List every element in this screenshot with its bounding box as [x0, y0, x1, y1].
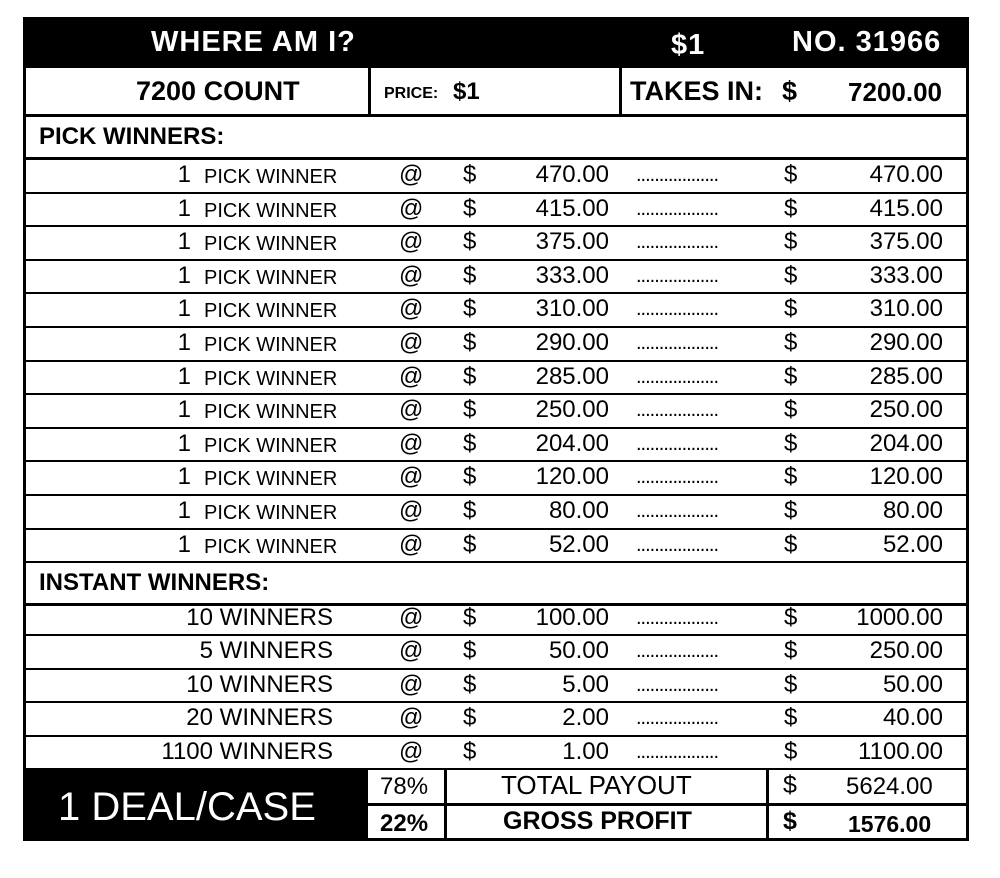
pick-winner-row [26, 530, 966, 564]
row-at-sign: @ [399, 396, 424, 424]
row-label: PICK WINNER [204, 468, 338, 491]
row-at-sign: @ [399, 604, 424, 631]
gross-profit-value: 1576.00 [848, 811, 932, 837]
row-total-currency: $ [784, 670, 798, 698]
row-prize-currency: $ [463, 228, 477, 256]
instant-winner-row [26, 670, 966, 703]
row-prize-currency: $ [463, 530, 477, 558]
payout-sheet [23, 17, 969, 841]
row-total-amount: 204.00 [869, 429, 943, 457]
row-at-sign: @ [399, 429, 424, 457]
row-label: PICK WINNER [204, 535, 338, 558]
row-quantity: 10 WINNERS [186, 604, 333, 631]
row-prize-currency: $ [463, 261, 477, 289]
row-prize-currency: $ [463, 362, 477, 390]
takes-in-currency: $ [782, 76, 798, 106]
row-quantity: 10 WINNERS [186, 670, 333, 698]
row-label: PICK WINNER [204, 233, 338, 256]
row-prize-currency: $ [463, 295, 477, 323]
row-prize-currency: $ [463, 637, 477, 665]
row-quantity: 1 [177, 161, 191, 188]
row-leader-dots: .................. [636, 365, 719, 388]
totals-block [368, 769, 966, 841]
row-prize-currency: $ [463, 429, 477, 457]
row-quantity: 1 [177, 228, 191, 256]
row-leader-dots: .................. [636, 332, 719, 354]
row-leader-dots: .................. [636, 640, 719, 663]
deal-banner [26, 769, 368, 841]
row-total-amount: 120.00 [869, 463, 943, 491]
pick-winners-heading: PICK WINNERS: [39, 123, 225, 150]
gross-profit-currency: $ [783, 807, 797, 835]
row-leader-dots: .................. [636, 264, 719, 287]
ticket-count: 7200 COUNT [136, 76, 300, 106]
pick-winner-row [26, 328, 966, 362]
row-prize-amount: 310.00 [535, 295, 609, 323]
row-total-currency: $ [784, 737, 798, 765]
row-at-sign: @ [399, 261, 424, 289]
row-total-amount: 290.00 [869, 329, 943, 356]
row-leader-dots: .................. [636, 197, 719, 220]
row-total-currency: $ [784, 637, 798, 665]
row-quantity: 1 [177, 463, 191, 491]
row-at-sign: @ [399, 194, 424, 222]
row-total-amount: 50.00 [882, 670, 943, 698]
row-total-amount: 250.00 [869, 396, 943, 424]
row-prize-amount: 80.00 [548, 497, 609, 524]
row-leader-dots: .................. [636, 231, 719, 254]
row-quantity: 1 [177, 362, 191, 390]
row-leader-dots: .................. [636, 432, 719, 455]
instant-winner-row [26, 703, 966, 736]
row-total-amount: 285.00 [869, 362, 943, 390]
row-total-currency: $ [784, 463, 798, 491]
row-total-amount: 375.00 [869, 228, 943, 256]
price-badge: $1 [671, 29, 706, 61]
profit-percent: 22% [380, 810, 429, 837]
row-leader-dots: .................. [636, 466, 719, 489]
row-prize-currency: $ [463, 670, 477, 698]
instant-winners-heading: INSTANT WINNERS: [39, 569, 270, 596]
row-total-amount: 52.00 [882, 530, 943, 558]
info-row [26, 68, 966, 117]
row-label: PICK WINNER [204, 502, 338, 524]
row-total-amount: 1000.00 [856, 604, 943, 631]
row-label: PICK WINNER [204, 434, 338, 457]
row-label: PICK WINNER [204, 334, 338, 356]
price-value: $1 [453, 78, 480, 105]
row-leader-dots: .................. [636, 500, 719, 522]
row-at-sign: @ [399, 530, 424, 558]
row-leader-dots: .................. [636, 164, 719, 186]
row-total-amount: 333.00 [869, 261, 943, 289]
row-quantity: 1 [177, 429, 191, 457]
pick-winner-row [26, 462, 966, 496]
row-leader-dots: .................. [636, 740, 719, 763]
total-payout-value: 5624.00 [846, 773, 933, 800]
row-at-sign: @ [399, 161, 424, 188]
row-at-sign: @ [399, 670, 424, 698]
row-leader-dots: .................. [636, 533, 719, 556]
row-prize-amount: 2.00 [562, 704, 609, 732]
row-total-currency: $ [784, 396, 798, 424]
deal-label: 1 DEAL/CASE [58, 785, 316, 829]
header-bar [26, 20, 966, 68]
row-quantity: 20 WINNERS [186, 704, 333, 732]
row-quantity: 1100 WINNERS [161, 737, 333, 765]
takes-in-value: 7200.00 [848, 77, 942, 107]
row-prize-amount: 333.00 [535, 261, 609, 289]
pick-winner-row [26, 294, 966, 328]
pick-winner-row [26, 261, 966, 295]
total-payout-label: TOTAL PAYOUT [501, 770, 692, 800]
row-prize-currency: $ [463, 497, 477, 524]
row-prize-amount: 415.00 [535, 194, 609, 222]
row-prize-amount: 470.00 [535, 161, 609, 188]
serial-number: NO. 31966 [792, 26, 942, 58]
row-label: PICK WINNER [204, 166, 338, 188]
row-prize-currency: $ [463, 396, 477, 424]
row-total-currency: $ [784, 604, 798, 631]
pick-winner-row [26, 362, 966, 396]
row-total-amount: 310.00 [869, 295, 943, 323]
row-leader-dots: .................. [636, 399, 719, 422]
row-quantity: 1 [177, 329, 191, 356]
gross-profit-label: GROSS PROFIT [503, 807, 692, 835]
row-total-amount: 40.00 [882, 704, 943, 732]
row-total-currency: $ [784, 329, 798, 356]
row-leader-dots: .................. [636, 298, 719, 321]
row-at-sign: @ [399, 737, 424, 765]
row-total-currency: $ [784, 295, 798, 323]
row-leader-dots: .................. [636, 607, 719, 629]
row-total-currency: $ [784, 161, 798, 188]
row-at-sign: @ [399, 637, 424, 665]
game-title: WHERE AM I? [151, 26, 356, 58]
row-prize-currency: $ [463, 463, 477, 491]
takes-in-label: TAKES IN: [630, 76, 763, 106]
pick-winner-row [26, 194, 966, 228]
instant-winners-heading-row [26, 563, 966, 606]
row-total-currency: $ [784, 429, 798, 457]
row-prize-currency: $ [463, 604, 477, 631]
row-prize-currency: $ [463, 194, 477, 222]
total-payout-currency: $ [783, 771, 797, 799]
payout-percent: 78% [380, 773, 429, 800]
row-at-sign: @ [399, 329, 424, 356]
row-prize-amount: 285.00 [535, 362, 609, 390]
row-prize-currency: $ [463, 704, 477, 732]
row-quantity: 1 [177, 295, 191, 323]
row-quantity: 1 [177, 194, 191, 222]
row-label: PICK WINNER [204, 367, 338, 390]
row-leader-dots: .................. [636, 673, 719, 696]
row-total-currency: $ [784, 261, 798, 289]
row-label: PICK WINNER [204, 199, 338, 222]
row-prize-amount: 1.00 [562, 737, 609, 765]
row-leader-dots: .................. [636, 707, 719, 730]
row-prize-amount: 290.00 [535, 329, 609, 356]
instant-winner-row [26, 636, 966, 669]
row-at-sign: @ [399, 704, 424, 732]
pick-winner-row [26, 160, 966, 194]
row-total-amount: 80.00 [882, 497, 943, 524]
row-prize-amount: 100.00 [535, 604, 609, 631]
row-prize-amount: 250.00 [535, 396, 609, 424]
row-total-currency: $ [784, 362, 798, 390]
row-total-amount: 415.00 [869, 194, 943, 222]
row-quantity: 1 [177, 396, 191, 424]
row-prize-amount: 5.00 [562, 670, 609, 698]
row-prize-amount: 204.00 [535, 429, 609, 457]
row-total-amount: 1100.00 [858, 737, 943, 765]
row-total-amount: 250.00 [869, 637, 943, 665]
row-prize-currency: $ [463, 161, 477, 188]
row-at-sign: @ [399, 228, 424, 256]
row-quantity: 1 [177, 530, 191, 558]
pick-winner-row [26, 429, 966, 463]
row-at-sign: @ [399, 463, 424, 491]
row-total-amount: 470.00 [869, 161, 943, 188]
row-label: PICK WINNER [204, 401, 338, 424]
price-label: PRICE: [384, 85, 439, 102]
pick-winner-row [26, 227, 966, 261]
row-total-currency: $ [784, 704, 798, 732]
pick-winner-row [26, 395, 966, 429]
row-quantity: 1 [177, 261, 191, 289]
pick-winner-row [26, 496, 966, 530]
row-at-sign: @ [399, 295, 424, 323]
row-total-currency: $ [784, 228, 798, 256]
row-total-currency: $ [784, 194, 798, 222]
row-prize-amount: 52.00 [548, 530, 609, 558]
row-prize-amount: 120.00 [535, 463, 609, 491]
row-prize-currency: $ [463, 737, 477, 765]
row-label: PICK WINNER [204, 266, 338, 289]
row-label: PICK WINNER [204, 300, 338, 323]
row-total-currency: $ [784, 530, 798, 558]
instant-winner-row [26, 603, 966, 636]
row-quantity: 1 [177, 497, 191, 524]
row-prize-amount: 50.00 [548, 637, 609, 665]
row-prize-currency: $ [463, 329, 477, 356]
row-quantity: 5 WINNERS [199, 637, 333, 665]
row-total-currency: $ [784, 497, 798, 524]
row-at-sign: @ [399, 362, 424, 390]
pick-winners-heading-row [26, 117, 966, 160]
instant-winner-row [26, 737, 966, 770]
row-at-sign: @ [399, 497, 424, 524]
row-prize-amount: 375.00 [535, 228, 609, 256]
